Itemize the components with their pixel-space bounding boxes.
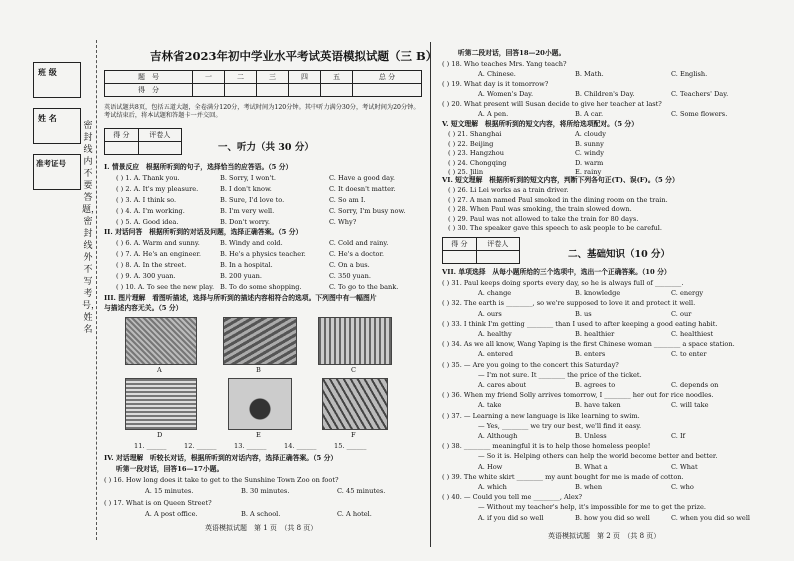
- scorer-score: 得 分: [443, 238, 477, 251]
- answer-blank-14[interactable]: 14. ______: [284, 442, 317, 450]
- score-header-total: 总 分: [353, 71, 422, 84]
- tf-statement-29: ( ) 29. Paul was not allowed to take the train for 80 days.: [448, 214, 639, 223]
- q18-option-b: B. Math.: [575, 70, 604, 78]
- q16-option-a: A. 15 minutes.: [145, 487, 194, 495]
- q19-option-c: C. Teachers' Day.: [671, 90, 729, 98]
- mc-option-a-2: A. healthy: [478, 330, 512, 338]
- part2-q5-option-c: C. To go to the bank.: [329, 283, 399, 291]
- picture-d: [125, 378, 197, 430]
- mc-stem-0: ( ) 31. Paul keeps doing sports every day, so he is always full of ________.: [442, 279, 684, 287]
- mc-line-4: — I'm not sure. It ________ the price of the ticket.: [478, 370, 642, 379]
- mc-option-c-13: C. when you did so well: [671, 513, 751, 522]
- q20-option-a: A. A pen.: [478, 110, 509, 118]
- mc-option-b-13: B. how you did so well: [575, 513, 650, 522]
- mc-option-a-13: A. if you did so well: [478, 513, 544, 522]
- mc-stem-3: ( ) 34. As we all know, Wang Yaping is the first Chinese woman ________ a space station.: [442, 340, 735, 349]
- picture-label-e: E: [256, 431, 261, 439]
- part2-q1-option-b: B. Windy and cold.: [220, 239, 283, 247]
- part-1-heading: I. 情景反应 根据所听到的句子，选择恰当的应答语。（5 分）: [104, 163, 293, 171]
- part1-q1-option-c: C. Have a good day.: [329, 174, 396, 182]
- scorer-box-1: [104, 128, 182, 155]
- q17-option-c: C. A hotel.: [337, 510, 372, 518]
- mc-option-b-2: B. healthier: [575, 330, 615, 338]
- part1-q3-option-a: ( ) 3. A. I think so.: [116, 196, 177, 204]
- score-cell[interactable]: [193, 84, 225, 97]
- picture-label-a: A: [157, 366, 162, 374]
- part1-q1-option-b: B. Sorry, I won't.: [220, 174, 276, 182]
- tf-statement-27: ( ) 27. A man named Paul smoked in the dining room on the train.: [448, 195, 668, 204]
- class-label: 班 级: [38, 67, 57, 77]
- part1-q5-option-b: B. Don't worry.: [220, 218, 270, 226]
- part-3-heading: III. 图片理解 看图听描述，选择与所听到的描述内容相符合的选项。下列图中有一幅图片: [104, 294, 377, 302]
- mc-option-b-0: B. knowledge: [575, 289, 621, 298]
- score-header-2: 二: [225, 71, 257, 84]
- page-footer-2: 英语模拟试题 第 2 页 （共 8 页）: [548, 532, 661, 540]
- q19-option-b: B. Children's Day.: [575, 90, 635, 98]
- match-option-25: E. rainy: [575, 168, 602, 176]
- match-item-25: ( ) 25. Jilin: [448, 168, 484, 176]
- part1-q5-option-c: C. Why?: [329, 218, 357, 226]
- score-cell[interactable]: [257, 84, 289, 97]
- question-17: ( ) 17. What is on Queen Street?: [104, 499, 212, 507]
- page-footer-1: 英语模拟试题 第 1 页 （共 8 页）: [205, 524, 318, 532]
- tf-statement-30: ( ) 30. The speaker gave this speech to ask people to be careful.: [448, 224, 662, 233]
- mc-line-7: — Yes, ________ we try our best, we'll find it easy.: [478, 421, 642, 430]
- tf-statement-28: ( ) 28. When Paul was smoking, the train slowed down.: [448, 205, 632, 214]
- part1-q4-option-b: B. I'm very well.: [220, 207, 275, 215]
- part2-q5-option-a: ( ) 10. A. To see the new play.: [116, 283, 215, 291]
- mc-option-b-10: B. What a: [575, 462, 608, 471]
- picture-label-d: D: [157, 431, 163, 439]
- scorer-cell[interactable]: [105, 142, 139, 155]
- part2-q3-option-b: B. In a hospital.: [220, 261, 273, 269]
- part-2-heading: II. 对话问答 根据所听到的对话及问题，选择正确答案。（5 分）: [104, 228, 303, 236]
- mc-option-c-6: C. will take: [671, 401, 709, 410]
- question-20: ( ) 20. What present will Susan decide to give her teacher at last?: [442, 100, 662, 108]
- scorer-cell[interactable]: [138, 142, 181, 155]
- match-item-21: ( ) 21. Shanghai: [448, 130, 502, 138]
- part2-q4-option-b: B. 200 yuan.: [220, 272, 262, 280]
- q19-option-a: A. Women's Day.: [478, 90, 534, 98]
- match-item-23: ( ) 23. Hangzhou: [448, 149, 505, 157]
- seal-line: [96, 40, 97, 540]
- scorer-cell[interactable]: [443, 251, 477, 264]
- mc-stem-6: ( ) 36. When my friend Solly arrives tomorrow, I ________ her out for rice noodles.: [442, 391, 714, 400]
- score-header-1: 一: [193, 71, 225, 84]
- mc-option-a-5: A. cares about: [478, 381, 527, 389]
- score-header-5: 五: [321, 71, 353, 84]
- q20-option-c: C. Some flowers.: [671, 110, 728, 118]
- mc-stem-7: ( ) 37. — Learning a new language is like learning to swim.: [442, 411, 640, 420]
- q18-option-a: A. Chinese.: [478, 70, 516, 78]
- tf-statement-26: ( ) 26. Li Lei works as a train driver.: [448, 186, 569, 194]
- mc-option-a-3: A. entered: [478, 350, 513, 359]
- part1-q2-option-c: C. It doesn't matter.: [329, 185, 396, 193]
- mc-stem-4: ( ) 35. — Are you going to the concert this Saturday?: [442, 360, 619, 369]
- mc-stem-12: ( ) 40. — Could you tell me ________, Alex?: [442, 493, 583, 502]
- part-5-heading: V. 短文理解 根据所听到的短文内容，将所给选项配对。（5 分）: [442, 120, 639, 128]
- mc-option-c-1: C. our: [671, 309, 692, 318]
- mc-option-b-6: B. have taken: [575, 401, 621, 410]
- part-4-sub1: 听第一段对话，回答16—17小题。: [116, 465, 224, 473]
- picture-label-f: F: [351, 431, 356, 439]
- seal-line-text: 密封线内不要答题，密封线外不写考号，姓名: [82, 121, 101, 335]
- part1-q2-option-a: ( ) 2. A. It's my pleasure.: [116, 185, 199, 193]
- question-18: ( ) 18. Who teaches Mrs. Yang teach?: [442, 60, 567, 68]
- mc-stem-9: ( ) 38. ________ meaningful it is to help those homeless people!: [442, 442, 651, 451]
- part-6-heading: VI. 短文理解 根据所听到的短文内容，判断下列各句正(T)、误(F)。（5 分）: [442, 176, 679, 184]
- mc-stem-1: ( ) 32. The earth is ________, so we're supposed to love it and protect it well.: [442, 299, 696, 308]
- question-16: ( ) 16. How long does it take to get to the Sunshine Town Zoo on foot?: [104, 476, 339, 484]
- score-row-label: 得 分: [105, 84, 193, 97]
- mc-option-c-11: C. who: [671, 483, 694, 491]
- scorer-box-2: [442, 237, 520, 264]
- picture-label-c: C: [351, 366, 357, 374]
- section-1-heading: 一、听力（共 30 分）: [218, 142, 314, 153]
- part1-q2-option-b: B. I don't know.: [220, 185, 272, 193]
- part2-q3-option-c: C. On a bus.: [329, 261, 370, 269]
- picture-f: [322, 378, 388, 430]
- answer-blank-15[interactable]: 15. ______: [334, 442, 367, 450]
- part-4-sub2: 听第二段对话，回答18—20小题。: [458, 49, 566, 57]
- part2-q5-option-b: B. To do some shopping.: [220, 283, 302, 291]
- question-19: ( ) 19. What day is it tomorrow?: [442, 80, 549, 88]
- mc-option-c-8: C. If: [671, 432, 686, 440]
- score-cell[interactable]: [225, 84, 257, 97]
- part1-q3-option-b: B. Sure, I'd love to.: [220, 196, 285, 204]
- picture-b: [223, 317, 297, 365]
- match-option-22: B. sunny: [575, 139, 604, 148]
- part-3-heading-cont: 与描述内容无关。（5 分）: [104, 304, 183, 312]
- scorer-cell[interactable]: [476, 251, 519, 264]
- match-item-22: ( ) 22. Beijing: [448, 139, 494, 148]
- mc-stem-2: ( ) 33. I think I'm getting ________ than I used to after keeping a good eating habit.: [442, 319, 718, 328]
- exam-number-label: 准考证号: [36, 159, 66, 168]
- exam-title: 吉林省2023年初中学业水平考试英语模拟试题（三 B）: [150, 49, 438, 63]
- part-4-heading: IV. 对话理解 听较长对话，根据所听到的对话内容，选择正确答案。（5 分）: [104, 454, 338, 462]
- mc-line-9: — So it is. Helping others can help the world become better and better.: [478, 452, 718, 461]
- mc-option-a-0: A. change: [478, 289, 512, 298]
- part2-q2-option-a: ( ) 7. A. He's an engineer.: [116, 250, 201, 258]
- mc-option-c-3: C. to enter: [671, 350, 707, 359]
- part-7-heading: VII. 单项选择 从每小题所给的三个选项中，选出一个正确答案。（10 分）: [442, 268, 671, 276]
- mc-option-c-0: C. energy: [671, 289, 704, 298]
- mc-option-c-5: C. depends on: [671, 381, 719, 389]
- mc-option-a-10: A. How: [478, 462, 503, 471]
- column-divider: [430, 42, 431, 547]
- q20-option-b: B. A car.: [575, 110, 604, 118]
- part2-q1-option-a: ( ) 6. A. Warm and sunny.: [116, 239, 200, 247]
- mc-option-a-6: A. take: [478, 401, 502, 410]
- match-option-24: D. warm: [575, 158, 604, 167]
- part2-q1-option-c: C. Cold and rainy.: [329, 239, 389, 247]
- part2-q2-option-c: C. He's a doctor.: [329, 250, 384, 258]
- section-2-heading: 二、基础知识（10 分）: [568, 249, 671, 260]
- q17-option-a: A. A post office.: [145, 510, 198, 518]
- q17-option-b: B. A school.: [241, 510, 281, 518]
- mc-option-b-3: B. enters: [575, 350, 606, 359]
- score-header-label: 题 号: [105, 71, 193, 84]
- match-item-24: ( ) 24. Chongqing: [448, 158, 507, 167]
- part1-q1-option-a: ( ) 1. A. Thank you.: [116, 174, 180, 182]
- mc-line-12: — Without my teacher's help, it's impossible for me to get the prize.: [478, 503, 706, 512]
- part1-q4-option-a: ( ) 4. A. I'm working.: [116, 207, 185, 215]
- q16-option-c: C. 45 minutes.: [337, 487, 386, 495]
- q16-option-b: B. 30 minutes.: [241, 487, 290, 495]
- scorer-score: 得 分: [105, 129, 139, 142]
- part1-q4-option-c: C. Sorry, I'm busy now.: [329, 207, 406, 215]
- answer-blank-12[interactable]: 12. ______: [184, 442, 217, 450]
- part2-q4-option-c: C. 350 yuan.: [329, 272, 371, 280]
- picture-label-b: B: [256, 366, 261, 374]
- picture-e: [228, 378, 292, 430]
- scorer-reviewer: 评卷人: [138, 129, 181, 142]
- mc-option-c-2: C. healthiest: [671, 330, 714, 338]
- score-cell[interactable]: [289, 84, 321, 97]
- instructions: 英语试题共8页，包括五道大题，全卷满分120分，考试时间为120分钟。其中听力满分30分，考试时间为20分钟。考试结束后，将本试题和答题卡一并交回。: [104, 104, 420, 119]
- part2-q3-option-a: ( ) 8. A. In the street.: [116, 261, 187, 269]
- mc-option-a-11: A. which: [478, 483, 507, 491]
- part2-q4-option-a: ( ) 9. A. 300 yuan.: [116, 272, 176, 280]
- mc-stem-11: ( ) 39. The white skirt ________ my aunt bought for me is made of cotton.: [442, 472, 684, 481]
- name-label: 姓 名: [38, 113, 57, 123]
- answer-blank-11[interactable]: 11. ______: [134, 442, 167, 450]
- match-option-21: A. cloudy: [575, 130, 606, 138]
- mc-option-a-1: A. ours: [478, 309, 502, 318]
- mc-option-c-10: C. What: [671, 462, 698, 471]
- score-cell[interactable]: [353, 84, 422, 97]
- q18-option-c: C. English.: [671, 70, 708, 78]
- score-cell[interactable]: [321, 84, 353, 97]
- part1-q5-option-a: ( ) 5. A. Good idea.: [116, 218, 179, 226]
- part2-q2-option-b: B. He's a physics teacher.: [220, 250, 306, 258]
- mc-option-b-5: B. agrees to: [575, 381, 616, 389]
- part1-q3-option-c: C. So am I.: [329, 196, 366, 204]
- mc-option-b-8: B. Unless: [575, 432, 607, 440]
- scorer-reviewer: 评卷人: [476, 238, 519, 251]
- match-option-23: C. windy: [575, 149, 604, 157]
- mc-option-a-8: A. Although: [478, 432, 518, 440]
- mc-option-b-11: B. when: [575, 483, 603, 491]
- score-table: [104, 70, 422, 97]
- mc-option-b-1: B. us: [575, 309, 592, 318]
- picture-a: [125, 317, 197, 365]
- answer-blank-13[interactable]: 13. ______: [234, 442, 267, 450]
- score-header-3: 三: [257, 71, 289, 84]
- picture-c: [318, 317, 392, 365]
- score-header-4: 四: [289, 71, 321, 84]
